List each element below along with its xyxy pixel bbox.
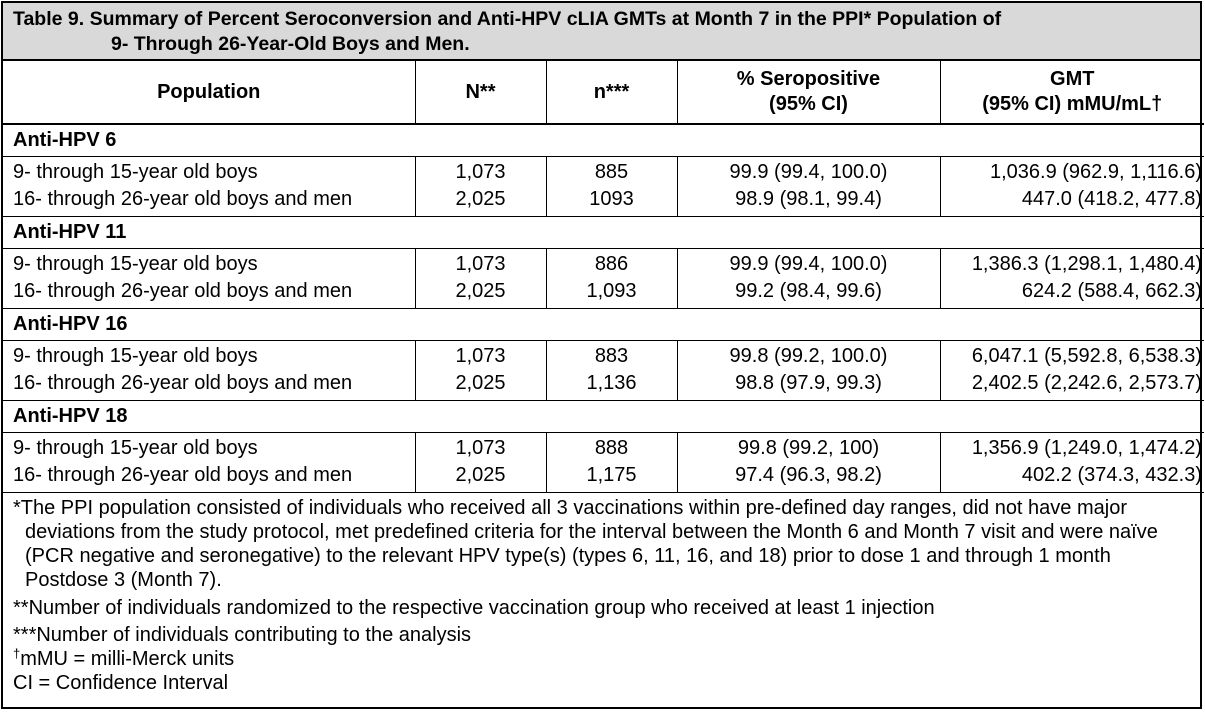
gmt-value: 2,402.5 (2,242.6, 2,573.7): [971, 372, 1202, 394]
gmt-value: 402.2 (374.3, 432.3): [1021, 464, 1202, 486]
n-analyzed-value: 888: [594, 437, 629, 459]
seropositive-cell: [677, 341, 940, 401]
footnotes: [3, 493, 1200, 695]
seropositive-value: 99.9 (99.4, 100.0): [729, 161, 888, 183]
gmt-value: 1,036.9 (962.9, 1,116.6): [989, 161, 1202, 183]
title-line-1: Table 9. Summary of Percent Seroconversion and Anti-HPV cLIA GMTs at Month 7 in the PPI* Population of: [13, 8, 1002, 30]
seropositive-cell: [677, 157, 940, 217]
table-container: [1, 1, 1202, 709]
gmt-value: 1,386.3 (1,298.1, 1,480.4): [971, 253, 1202, 275]
n-total-value: 1,073: [455, 345, 506, 367]
gmt-value: 1,356.9 (1,249.0, 1,474.2): [971, 437, 1202, 459]
table-row: [3, 433, 1204, 493]
footnote-ppi: *The PPI population consisted of individuals who received all 3 vaccinations within pre-defined day ranges, did not have major deviations from the study protocol, met predefined criteria for the interval between the Month 6 and Month 7 visit and were naïve (PCR negative and seronegative) to the relevant HPV type(s) (types 6, 11, 16, and 18) prior to dose 1 and through 1 month Postdose 3 (Month 7).: [13, 497, 1158, 591]
dagger-mark: †: [13, 646, 21, 661]
n-analyzed-cell: [546, 433, 677, 493]
group-row: [3, 309, 1204, 341]
population-cell: [3, 249, 415, 309]
n-total-cell: [415, 249, 546, 309]
n-analyzed-value: 886: [594, 253, 629, 275]
header-gmt: [940, 61, 1204, 124]
header-n-total: N**: [415, 61, 546, 124]
gmt-value: 6,047.1 (5,592.8, 6,538.3): [971, 345, 1202, 367]
seropositive-cell: [677, 249, 940, 309]
population-value: 16- through 26-year old boys and men: [13, 280, 353, 302]
seropositive-value: 99.9 (99.4, 100.0): [729, 253, 888, 275]
header-seropositive: [677, 61, 940, 124]
group-row: [3, 124, 1204, 157]
header-gmt-line2: (95% CI) mMU/mL†: [982, 93, 1163, 115]
table-row: [3, 341, 1204, 401]
seropositive-cell: [677, 433, 940, 493]
table-row: [3, 249, 1204, 309]
group-label: Anti-HPV 6: [3, 124, 1204, 157]
n-total-value: 1,073: [455, 161, 506, 183]
seropositive-value: 97.4 (96.3, 98.2): [735, 464, 882, 486]
gmt-cell: [940, 341, 1204, 401]
population-value: 9- through 15-year old boys: [13, 253, 258, 275]
footnote-n-total: **Number of individuals randomized to the respective vaccination group who received at least 1 injection: [13, 597, 935, 619]
table-row: [3, 157, 1204, 217]
population-value: 9- through 15-year old boys: [13, 437, 258, 459]
n-analyzed-value: 1,136: [586, 372, 637, 394]
n-analyzed-value: 1093: [589, 188, 634, 210]
gmt-cell: [940, 249, 1204, 309]
population-value: 9- through 15-year old boys: [13, 161, 258, 183]
title-line-2: 9- Through 26-Year-Old Boys and Men.: [111, 33, 470, 55]
n-analyzed-value: 883: [594, 345, 629, 367]
group-label: Anti-HPV 16: [3, 309, 1204, 341]
population-value: 9- through 15-year old boys: [13, 345, 258, 367]
n-total-value: 1,073: [455, 253, 506, 275]
group-label: Anti-HPV 11: [3, 217, 1204, 249]
seropositive-value: 99.8 (99.2, 100.0): [729, 345, 888, 367]
header-seropositive-line1: % Seropositive: [736, 68, 881, 90]
group-label: Anti-HPV 18: [3, 401, 1204, 433]
footnote-n-analyzed: ***Number of individuals contributing to the analysis: [13, 624, 472, 646]
gmt-cell: [940, 157, 1204, 217]
n-analyzed-value: 885: [594, 161, 629, 183]
footnote-ci: CI = Confidence Interval: [13, 672, 229, 694]
header-row: [3, 61, 1204, 124]
seropositive-value: 98.9 (98.1, 99.4): [735, 188, 882, 210]
group-row: [3, 401, 1204, 433]
population-cell: [3, 341, 415, 401]
n-total-cell: [415, 157, 546, 217]
gmt-cell: [940, 433, 1204, 493]
population-cell: [3, 157, 415, 217]
footnote-mmu: [13, 647, 1194, 671]
seropositive-value: 99.2 (98.4, 99.6): [735, 280, 882, 302]
n-analyzed-value: 1,093: [586, 280, 637, 302]
gmt-value: 447.0 (418.2, 477.8): [1021, 188, 1202, 210]
n-total-cell: [415, 433, 546, 493]
population-value: 16- through 26-year old boys and men: [13, 188, 353, 210]
group-row: [3, 217, 1204, 249]
footnote-mmu-text: mMU = milli-Merck units: [20, 648, 235, 670]
header-population: Population: [3, 61, 415, 124]
seropositive-value: 99.8 (99.2, 100): [737, 437, 880, 459]
header-n-analyzed: n***: [546, 61, 677, 124]
population-value: 16- through 26-year old boys and men: [13, 464, 353, 486]
table-title: [3, 3, 1200, 61]
header-gmt-line1: GMT: [1050, 68, 1095, 90]
n-analyzed-cell: [546, 341, 677, 401]
n-total-value: 1,073: [455, 437, 506, 459]
n-analyzed-cell: [546, 157, 677, 217]
n-total-cell: [415, 341, 546, 401]
n-total-value: 2,025: [455, 464, 506, 486]
n-total-value: 2,025: [455, 188, 506, 210]
n-analyzed-value: 1,175: [586, 464, 637, 486]
population-value: 16- through 26-year old boys and men: [13, 372, 353, 394]
gmt-value: 624.2 (588.4, 662.3): [1021, 280, 1202, 302]
header-seropositive-line2: (95% CI): [769, 93, 848, 115]
seropositive-value: 98.8 (97.9, 99.3): [735, 372, 882, 394]
population-cell: [3, 433, 415, 493]
n-total-value: 2,025: [455, 280, 506, 302]
n-analyzed-cell: [546, 249, 677, 309]
data-table: [3, 61, 1204, 493]
n-total-value: 2,025: [455, 372, 506, 394]
